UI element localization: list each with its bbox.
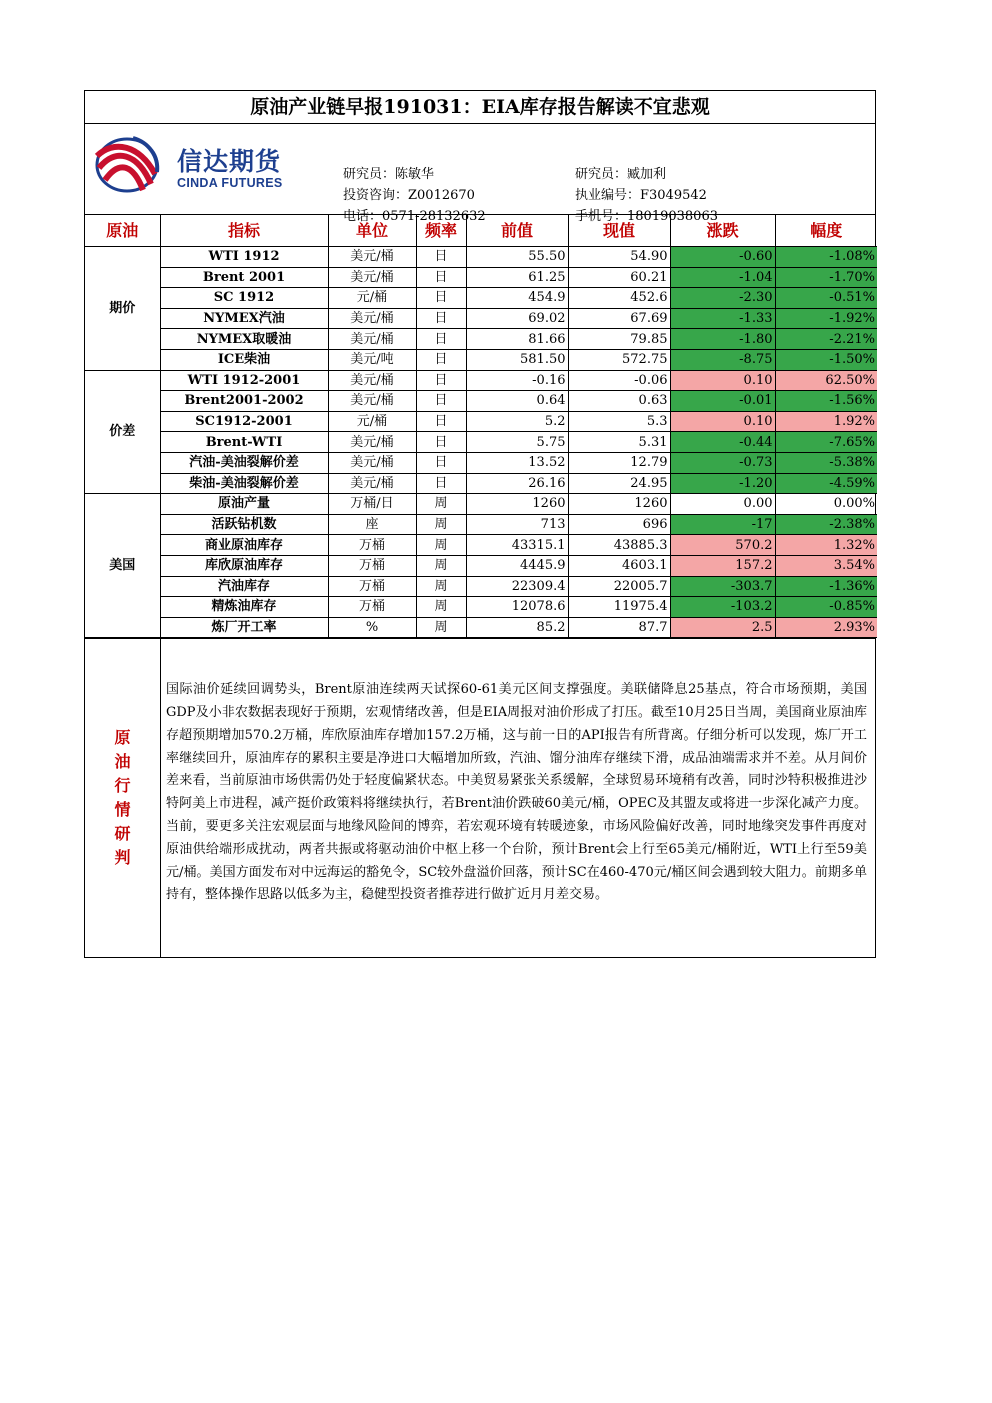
- contact-line: 研究员：陈敏华: [343, 167, 435, 182]
- unit-cell: 元/桶: [328, 288, 416, 309]
- previous-value-cell: 0.64: [466, 391, 568, 412]
- current-value-cell: 452.6: [568, 288, 670, 309]
- indicator-cell: 精炼油库存: [160, 597, 328, 618]
- indicator-cell: 原油产量: [160, 494, 328, 515]
- header-cell: 幅度: [775, 215, 877, 247]
- indicator-cell: NYMEX汽油: [160, 308, 328, 329]
- report-title: 原油产业链早报191031：EIA库存报告解读不宜悲观: [85, 91, 875, 124]
- previous-value-cell: 22309.4: [466, 576, 568, 597]
- current-value-cell: 54.90: [568, 247, 670, 268]
- indicator-cell: Brent2001-2002: [160, 391, 328, 412]
- logo-chinese-text: 信达期货: [177, 147, 282, 176]
- current-value-cell: 60.21: [568, 267, 670, 288]
- change-cell: 2.5: [670, 617, 775, 638]
- previous-value-cell: 85.2: [466, 617, 568, 638]
- unit-cell: 美元/吨: [328, 349, 416, 370]
- previous-value-cell: 5.75: [466, 432, 568, 453]
- table-row: [85, 535, 877, 556]
- current-value-cell: 79.85: [568, 329, 670, 350]
- frequency-cell: 日: [416, 267, 466, 288]
- indicator-cell: SC 1912: [160, 288, 328, 309]
- cinda-logo: [93, 134, 333, 204]
- change-cell: 0.00: [670, 494, 775, 515]
- change-percent-cell: -0.85%: [775, 597, 877, 618]
- indicator-cell: SC1912-2001: [160, 411, 328, 432]
- previous-value-cell: 26.16: [466, 473, 568, 494]
- change-cell: -103.2: [670, 597, 775, 618]
- current-value-cell: 572.75: [568, 349, 670, 370]
- frequency-cell: 周: [416, 597, 466, 618]
- current-value-cell: 67.69: [568, 308, 670, 329]
- table-row: [85, 473, 877, 494]
- contact-column-1: [343, 164, 486, 227]
- table-row: [85, 494, 877, 515]
- table-row: [85, 308, 877, 329]
- report-header: [85, 124, 875, 224]
- frequency-cell: 日: [416, 370, 466, 391]
- unit-cell: 美元/桶: [328, 452, 416, 473]
- unit-cell: 美元/桶: [328, 473, 416, 494]
- contact-line: 研究员：臧加利: [575, 167, 667, 182]
- current-value-cell: 12.79: [568, 452, 670, 473]
- unit-cell: 美元/桶: [328, 329, 416, 350]
- unit-cell: 万桶: [328, 535, 416, 556]
- frequency-cell: 周: [416, 576, 466, 597]
- current-value-cell: 43885.3: [568, 535, 670, 556]
- change-cell: 570.2: [670, 535, 775, 556]
- indicator-cell: 汽油库存: [160, 576, 328, 597]
- contact-column-2: [575, 164, 718, 227]
- change-percent-cell: -1.08%: [775, 247, 877, 268]
- table-row: [85, 349, 877, 370]
- table-row: [85, 247, 877, 268]
- contact-line: 执业编号：F3049542: [575, 188, 707, 203]
- change-cell: -0.44: [670, 432, 775, 453]
- header-cell: 单位: [328, 215, 416, 247]
- table-row: [85, 576, 877, 597]
- previous-value-cell: 454.9: [466, 288, 568, 309]
- change-cell: -0.73: [670, 452, 775, 473]
- group-label: 期价: [85, 247, 160, 371]
- frequency-cell: 周: [416, 535, 466, 556]
- current-value-cell: 696: [568, 514, 670, 535]
- change-cell: -1.04: [670, 267, 775, 288]
- change-cell: -1.20: [670, 473, 775, 494]
- header-cell: 现值: [568, 215, 670, 247]
- previous-value-cell: 61.25: [466, 267, 568, 288]
- frequency-cell: 日: [416, 349, 466, 370]
- current-value-cell: 24.95: [568, 473, 670, 494]
- frequency-cell: 日: [416, 452, 466, 473]
- previous-value-cell: 1260: [466, 494, 568, 515]
- group-label: 美国: [85, 494, 160, 638]
- indicator-cell: Brent 2001: [160, 267, 328, 288]
- change-percent-cell: 3.54%: [775, 555, 877, 576]
- previous-value-cell: 581.50: [466, 349, 568, 370]
- header-cell: 原油: [85, 215, 160, 247]
- change-percent-cell: -1.56%: [775, 391, 877, 412]
- indicator-cell: 炼厂开工率: [160, 617, 328, 638]
- indicator-cell: 柴油-美油裂解价差: [160, 473, 328, 494]
- change-percent-cell: -1.50%: [775, 349, 877, 370]
- change-percent-cell: 2.93%: [775, 617, 877, 638]
- change-percent-cell: -1.36%: [775, 576, 877, 597]
- indicator-cell: 库欣原油库存: [160, 555, 328, 576]
- current-value-cell: 5.3: [568, 411, 670, 432]
- unit-cell: 美元/桶: [328, 370, 416, 391]
- indicator-cell: NYMEX取暖油: [160, 329, 328, 350]
- unit-cell: 美元/桶: [328, 267, 416, 288]
- previous-value-cell: 4445.9: [466, 555, 568, 576]
- current-value-cell: 1260: [568, 494, 670, 515]
- indicator-cell: 汽油-美油裂解价差: [160, 452, 328, 473]
- indicator-cell: ICE柴油: [160, 349, 328, 370]
- unit-cell: %: [328, 617, 416, 638]
- table-row: [85, 288, 877, 309]
- change-percent-cell: -5.38%: [775, 452, 877, 473]
- unit-cell: 万桶: [328, 555, 416, 576]
- previous-value-cell: 69.02: [466, 308, 568, 329]
- table-row: [85, 617, 877, 638]
- indicator-cell: WTI 1912: [160, 247, 328, 268]
- change-cell: 0.10: [670, 411, 775, 432]
- previous-value-cell: 12078.6: [466, 597, 568, 618]
- change-percent-cell: -4.59%: [775, 473, 877, 494]
- header-cell: 前值: [466, 215, 568, 247]
- change-cell: -1.80: [670, 329, 775, 350]
- previous-value-cell: -0.16: [466, 370, 568, 391]
- indicator-cell: WTI 1912-2001: [160, 370, 328, 391]
- unit-cell: 万桶: [328, 576, 416, 597]
- table-row: [85, 267, 877, 288]
- current-value-cell: 5.31: [568, 432, 670, 453]
- indicator-cell: Brent-WTI: [160, 432, 328, 453]
- table-row: [85, 597, 877, 618]
- indicator-cell: 商业原油库存: [160, 535, 328, 556]
- indicator-cell: 活跃钻机数: [160, 514, 328, 535]
- frequency-cell: 日: [416, 411, 466, 432]
- change-cell: -2.30: [670, 288, 775, 309]
- frequency-cell: 日: [416, 308, 466, 329]
- change-percent-cell: 62.50%: [775, 370, 877, 391]
- previous-value-cell: 81.66: [466, 329, 568, 350]
- table-row: [85, 391, 877, 412]
- contact-line: 电话：0571-28132632: [343, 209, 486, 224]
- frequency-cell: 日: [416, 288, 466, 309]
- unit-cell: 美元/桶: [328, 247, 416, 268]
- change-percent-cell: 0.00%: [775, 494, 877, 515]
- group-label: 价差: [85, 370, 160, 494]
- analysis-label-cell: [85, 639, 161, 957]
- cinda-logo-icon: [93, 134, 165, 196]
- contact-line: 投资咨询：Z0012670: [343, 188, 475, 203]
- change-cell: -303.7: [670, 576, 775, 597]
- unit-cell: 美元/桶: [328, 308, 416, 329]
- report-frame: [84, 90, 876, 958]
- previous-value-cell: 13.52: [466, 452, 568, 473]
- change-percent-cell: -1.70%: [775, 267, 877, 288]
- change-cell: 0.10: [670, 370, 775, 391]
- change-percent-cell: -1.92%: [775, 308, 877, 329]
- frequency-cell: 日: [416, 247, 466, 268]
- change-percent-cell: 1.92%: [775, 411, 877, 432]
- header-cell: 指标: [160, 215, 328, 247]
- unit-cell: 座: [328, 514, 416, 535]
- change-percent-cell: -2.21%: [775, 329, 877, 350]
- change-percent-cell: -0.51%: [775, 288, 877, 309]
- previous-value-cell: 5.2: [466, 411, 568, 432]
- unit-cell: 元/桶: [328, 411, 416, 432]
- table-row: [85, 514, 877, 535]
- frequency-cell: 日: [416, 432, 466, 453]
- current-value-cell: 4603.1: [568, 555, 670, 576]
- change-cell: 157.2: [670, 555, 775, 576]
- table-row: [85, 411, 877, 432]
- analysis-text: 国际油价延续回调势头，Brent原油连续两天试探60-61美元区间支撑强度。美联储降息25基点，符合市场预期，美国GDP及小非农数据表现好于预期，宏观情绪改善，但是EIA周报对油价形成了打压。截至10月25日当周，美国商业原油库存超预期增加570.2万桶，库欣原油库存增加157.2万桶，这与前一日的API报告有所背离。仔细分析可以发现，炼厂开工率继续回升，原油库存的累积主要是净进口大幅增加所致，汽油、馏分油库存继续下滑，成品油端需求并不差。从月间价差来看，当前原油市场供需仍处于轻度偏紧状态。中美贸易紧张关系缓解，全球贸易环境稍有改善，同时沙特积极推进沙特阿美上市进程，减产挺价政策料将继续执行，若Brent油价跌破60美元/桶，OPEC及其盟友或将进一步深化减产力度。当前，要更多关注宏观层面与地缘风险间的博弈，若宏观环境有转暖迹象，市场风险偏好改善，同时地缘突发事件再度对原油供给端形成扰动，两者共振或将驱动油价中枢上移一个台阶，预计Brent会上行至65美元/桶附近，WTI上行至59美元/桶。美国方面发布对中远海运的豁免令，SC较外盘溢价回落，预计SC在460-470元/桶区间会遇到较大阻力。前期多单持有，整体操作思路以低多为主，稳健型投资者推荐进行做扩近月月差交易。: [166, 682, 867, 903]
- analysis-section: [85, 638, 875, 957]
- contact-line: 手机号：18019038063: [575, 209, 718, 224]
- table-row: [85, 555, 877, 576]
- current-value-cell: 87.7: [568, 617, 670, 638]
- current-value-cell: 11975.4: [568, 597, 670, 618]
- unit-cell: 美元/桶: [328, 391, 416, 412]
- change-cell: -0.01: [670, 391, 775, 412]
- unit-cell: 万桶/日: [328, 494, 416, 515]
- analysis-label: 原油行情研判: [114, 728, 131, 868]
- market-data-table: [85, 215, 877, 638]
- unit-cell: 万桶: [328, 597, 416, 618]
- table-row: [85, 452, 877, 473]
- change-cell: -0.60: [670, 247, 775, 268]
- frequency-cell: 日: [416, 329, 466, 350]
- frequency-cell: 日: [416, 473, 466, 494]
- frequency-cell: 周: [416, 494, 466, 515]
- previous-value-cell: 713: [466, 514, 568, 535]
- header-cell: 涨跌: [670, 215, 775, 247]
- current-value-cell: 22005.7: [568, 576, 670, 597]
- previous-value-cell: 43315.1: [466, 535, 568, 556]
- table-row: [85, 370, 877, 391]
- change-percent-cell: 1.32%: [775, 535, 877, 556]
- current-value-cell: 0.63: [568, 391, 670, 412]
- change-cell: -1.33: [670, 308, 775, 329]
- change-cell: -8.75: [670, 349, 775, 370]
- frequency-cell: 周: [416, 514, 466, 535]
- frequency-cell: 周: [416, 555, 466, 576]
- header-cell: 频率: [416, 215, 466, 247]
- current-value-cell: -0.06: [568, 370, 670, 391]
- table-row: [85, 329, 877, 350]
- change-cell: -17: [670, 514, 775, 535]
- previous-value-cell: 55.50: [466, 247, 568, 268]
- frequency-cell: 周: [416, 617, 466, 638]
- logo-english-text: CINDA FUTURES: [177, 176, 283, 190]
- frequency-cell: 日: [416, 391, 466, 412]
- unit-cell: 美元/桶: [328, 432, 416, 453]
- change-percent-cell: -7.65%: [775, 432, 877, 453]
- table-row: [85, 432, 877, 453]
- change-percent-cell: -2.38%: [775, 514, 877, 535]
